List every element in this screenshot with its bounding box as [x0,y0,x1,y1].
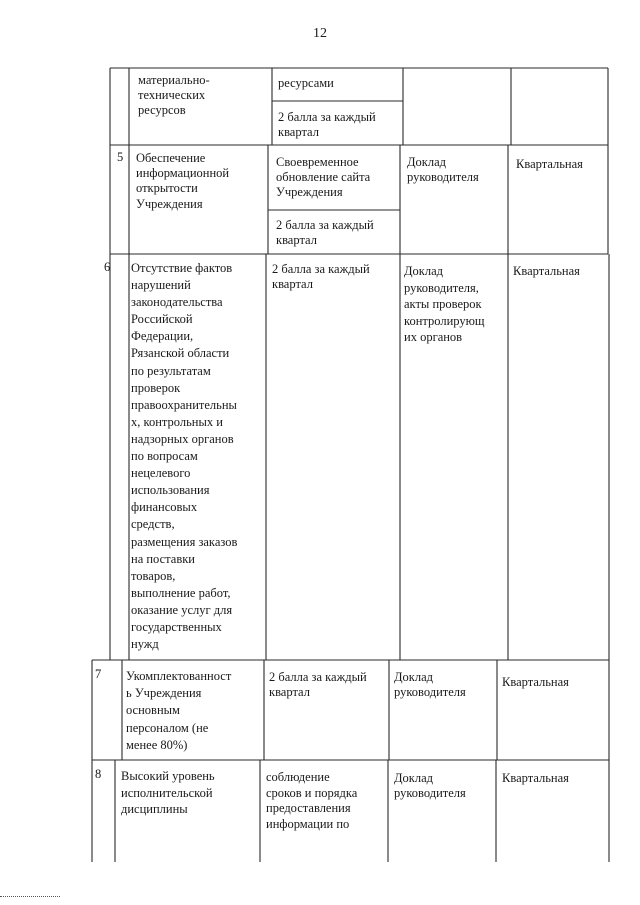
footer-rule [0,896,60,898]
row-indicator: 2 балла за каждый квартал [276,218,374,248]
row-criterion: Обеспечение информационной открытости Учреждения [136,151,230,211]
row-criterion: материально- технических ресурсов [138,73,210,118]
row-period: Квартальная [502,771,569,785]
row-indicator: 2 балла за каждый квартал [269,670,367,700]
row-period: Квартальная [502,675,569,689]
row-number: 6 [104,260,111,274]
row-source: Доклад руководителя [394,670,466,700]
row-indicator: 2 балла за каждый квартал [272,262,370,292]
row-number: 8 [95,767,102,781]
row-criterion: Отсутствие фактов нарушений законодательства Российской Федерации, Рязанской области по результатам проверок правоохранительны х, контрольных и надзорных органов по вопросам нецелевого использования финансовых средств, размещения заказов на поставки товаров, выполнение работ, оказание услуг для государственных нужд [131,261,238,652]
row-criterion: Укомплектованност ь Учреждения основным персоналом (не менее 80%) [126,669,232,752]
row-number: 7 [95,667,102,681]
row-period: Квартальная [516,157,583,171]
row-indicator: ресурсами [278,76,334,90]
row-criterion: Высокий уровень исполнительской дисциплины [121,769,215,816]
page-number: 12 [313,26,327,41]
row-source: Доклад руководителя [394,771,466,801]
row-number: 5 [117,150,124,164]
row-indicator: Своевременное обновление сайта Учреждения [276,155,371,200]
row-source: Доклад руководителя [407,155,479,185]
row-source: Доклад руководителя, акты проверок контролирующ их органов [404,264,485,345]
row-period: Квартальная [513,264,580,278]
row-indicator: соблюдение сроков и порядка предоставления информации по [266,770,358,831]
row-indicator: 2 балла за каждый квартал [278,110,376,140]
